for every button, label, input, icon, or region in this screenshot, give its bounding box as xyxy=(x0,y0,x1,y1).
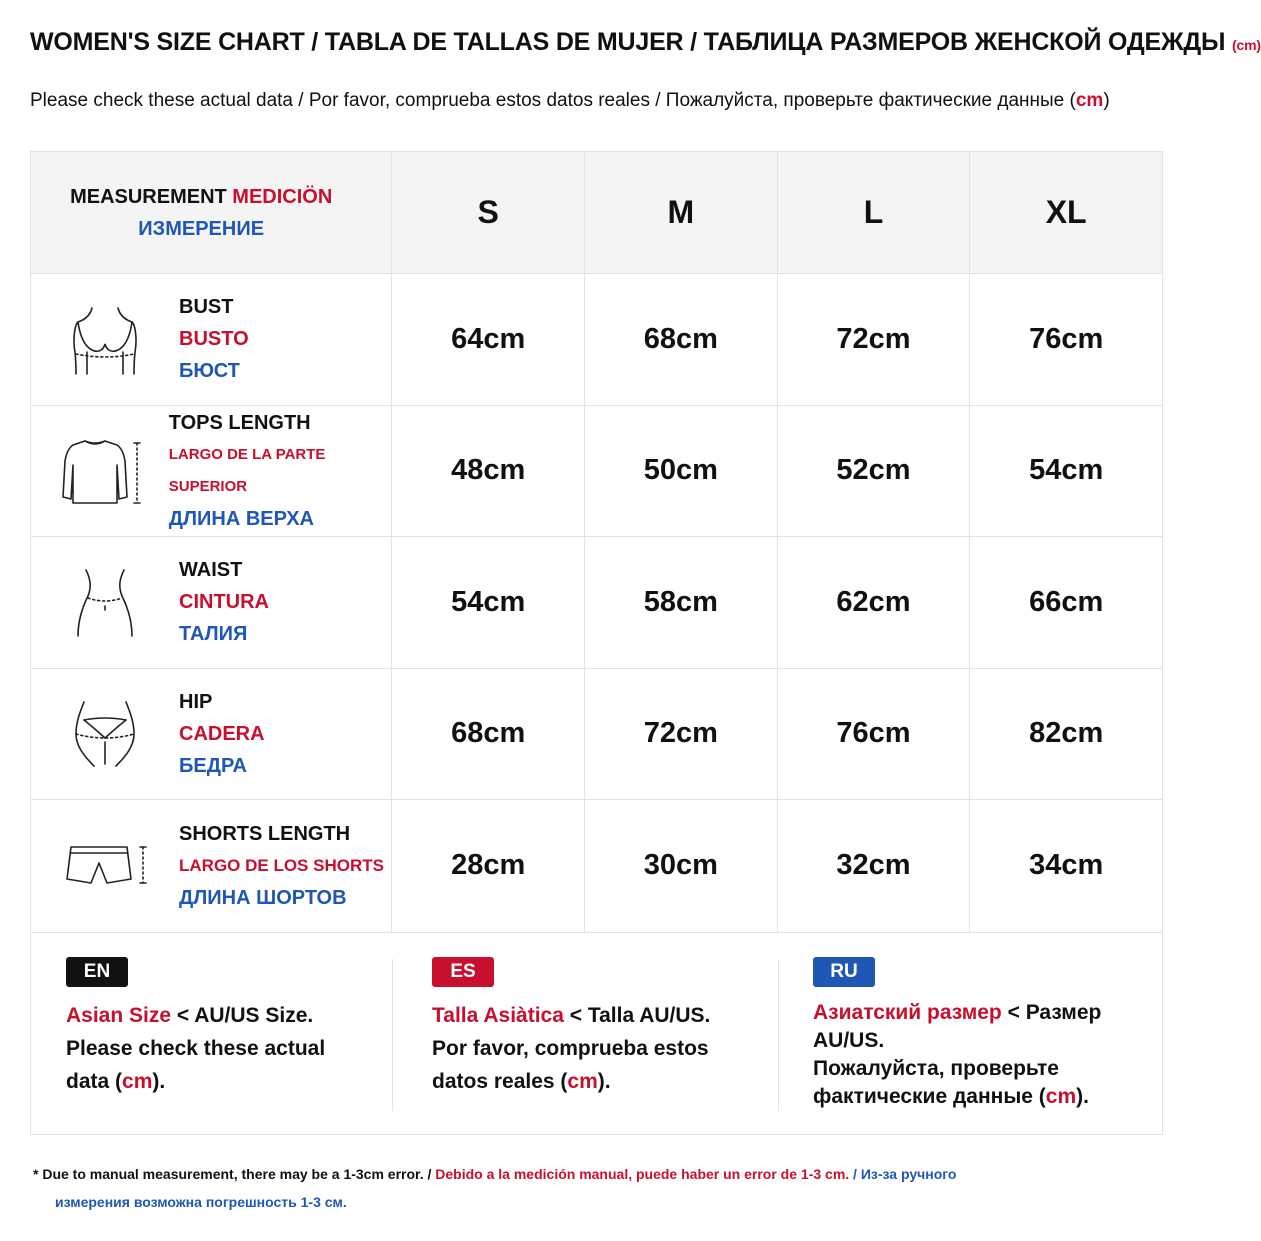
value: 82cm xyxy=(1029,717,1104,750)
value: 68cm xyxy=(451,717,526,750)
value: 64cm xyxy=(451,322,526,355)
label-es: BUSTO xyxy=(179,328,249,351)
value-cell-xl xyxy=(970,800,1162,932)
size-header-xl xyxy=(970,152,1162,273)
title-unit: (cm) xyxy=(1232,37,1261,53)
label-en: HIP xyxy=(179,690,213,713)
value: 34cm xyxy=(1029,849,1104,882)
subtitle-close: ) xyxy=(1103,90,1110,111)
label-en: BUST xyxy=(179,296,234,319)
value-cell-s xyxy=(392,669,585,800)
label-es: LARGO DE LOS SHORTS xyxy=(179,855,384,875)
value: 28cm xyxy=(451,849,526,882)
value-cell-m xyxy=(585,800,778,932)
label-es: CADERA xyxy=(179,722,265,745)
measurement-labels xyxy=(179,554,269,650)
note-text-3: ). xyxy=(152,1070,166,1093)
size-label: S xyxy=(477,194,499,230)
footnote-line-1 xyxy=(33,1160,1033,1188)
long-sleeve-top-icon xyxy=(31,435,169,507)
measurement-labels xyxy=(179,291,249,387)
note-unit: cm xyxy=(567,1070,598,1093)
badge-es: ES xyxy=(432,957,494,987)
value-cell-m xyxy=(585,537,778,668)
value: 52cm xyxy=(836,454,911,487)
note-text-2: Por favor, comprueba estos datos reales ( xyxy=(432,1037,709,1093)
measurement-cell xyxy=(31,669,392,800)
measurement-labels xyxy=(169,407,392,535)
label-ru: ДЛИНА ШОРТОВ xyxy=(179,886,347,909)
measurement-es: MEDICIÖN xyxy=(232,185,333,208)
value-cell-xl xyxy=(970,274,1162,405)
value: 30cm xyxy=(643,849,718,882)
measurement-labels xyxy=(179,686,265,782)
measurement-cell xyxy=(31,406,392,537)
measurement-cell xyxy=(31,537,392,668)
table-row-shorts-length xyxy=(31,800,1162,932)
footnote-en: * Due to manual measurement, there may be a 1-3cm error. / xyxy=(33,1166,432,1182)
measurement-cell xyxy=(31,274,392,405)
label-ru: ДЛИНА ВЕРХА xyxy=(168,507,314,530)
measurement-en: MEASUREMENT xyxy=(70,185,227,208)
value-cell-l xyxy=(778,406,971,537)
subtitle-unit: cm xyxy=(1075,90,1104,111)
size-header-s xyxy=(392,152,585,273)
value: 76cm xyxy=(1029,322,1104,355)
note-en-text xyxy=(66,999,366,1098)
value: 72cm xyxy=(836,322,911,355)
divider xyxy=(392,959,393,1111)
footnote-ru-start: / Из-за ручного xyxy=(849,1166,957,1182)
subtitle-text: Please check these actual data / Por favor, comprueba estos datos reales / Пожалуйста, проверьте фактические данные ( xyxy=(30,90,1076,111)
value: 54cm xyxy=(451,585,526,618)
table-header-row xyxy=(31,152,1162,274)
value-cell-m xyxy=(585,274,778,405)
note-es-text xyxy=(432,999,752,1098)
size-label: L xyxy=(863,194,884,230)
size-header-l xyxy=(778,152,971,273)
measurement-header xyxy=(11,181,391,245)
value: 66cm xyxy=(1029,585,1104,618)
note-text-1: < Размер AU/US. xyxy=(813,1001,1102,1052)
value-cell-l xyxy=(778,274,971,405)
note-highlight: Азиатский размер xyxy=(813,1001,1002,1024)
size-label: XL xyxy=(1045,194,1087,230)
note-highlight: Talla Asiàtica xyxy=(432,1004,564,1027)
note-highlight: Asian Size xyxy=(66,1004,172,1027)
value: 76cm xyxy=(836,717,911,750)
note-text-3: ). xyxy=(597,1070,611,1093)
note-text-2: Please check these actual data ( xyxy=(66,1037,326,1093)
page-title xyxy=(30,28,1261,57)
measurement-cell xyxy=(31,800,392,932)
note-text-1: < AU/US Size. xyxy=(171,1004,314,1027)
page-subtitle xyxy=(30,90,1110,112)
label-en: WAIST xyxy=(179,559,243,582)
value-cell-s xyxy=(392,274,585,405)
waist-icon xyxy=(31,566,179,638)
note-en xyxy=(66,957,366,1098)
value-cell-s xyxy=(392,406,585,537)
label-en: TOPS LENGTH xyxy=(168,411,311,434)
note-text-2: Пожалуйста, проверьте фактические данные ( xyxy=(813,1057,1059,1108)
value-cell-s xyxy=(392,537,585,668)
value-cell-l xyxy=(778,669,971,800)
divider xyxy=(778,959,779,1111)
value-cell-m xyxy=(585,669,778,800)
measurement-error-footnote xyxy=(33,1160,1033,1216)
value-cell-l xyxy=(778,800,971,932)
value-cell-s xyxy=(392,800,585,932)
footnote-es: Debido a la medición manual, puede haber un error de 1-3 cm. xyxy=(431,1166,850,1182)
hip-icon xyxy=(31,698,179,770)
value: 68cm xyxy=(643,322,718,355)
value: 48cm xyxy=(451,454,526,487)
label-es: CINTURA xyxy=(179,591,269,614)
value: 58cm xyxy=(643,585,718,618)
table-row-tops-length xyxy=(31,406,1162,538)
note-text-1: < Talla AU/US. xyxy=(563,1004,711,1027)
shorts-icon xyxy=(31,841,179,891)
value: 72cm xyxy=(643,717,718,750)
table-row-waist xyxy=(31,537,1162,669)
footnote-ru-end: измерения возможна погрешность 1-3 см. xyxy=(55,1194,347,1210)
note-ru-text xyxy=(813,999,1143,1111)
measurement-labels xyxy=(179,818,384,914)
note-unit: cm xyxy=(122,1070,153,1093)
value-cell-xl xyxy=(970,669,1162,800)
value: 50cm xyxy=(643,454,718,487)
label-es: LARGO DE LA PARTE SUPERIOR xyxy=(168,445,326,495)
value-cell-xl xyxy=(970,537,1162,668)
label-en: SHORTS LENGTH xyxy=(179,822,351,845)
value-cell-l xyxy=(778,537,971,668)
title-text: WOMEN'S SIZE CHART / TABLA DE TALLAS DE MUJER / ТАБЛИЦА РАЗМЕРОВ ЖЕНСКОЙ ОДЕЖДЫ xyxy=(30,28,1226,56)
measurement-header-cell xyxy=(31,152,392,273)
note-unit: cm xyxy=(1045,1085,1077,1108)
value-cell-xl xyxy=(970,406,1162,537)
size-header-m xyxy=(585,152,778,273)
value: 54cm xyxy=(1029,454,1104,487)
table-row-hip xyxy=(31,669,1162,801)
size-label: M xyxy=(667,194,695,230)
label-ru: ТАЛИЯ xyxy=(179,623,248,646)
table-row-bust xyxy=(31,274,1162,406)
value: 32cm xyxy=(836,849,911,882)
value-cell-m xyxy=(585,406,778,537)
size-chart-table xyxy=(30,151,1163,933)
value: 62cm xyxy=(836,585,911,618)
badge-ru: RU xyxy=(813,957,875,987)
measurement-ru: ИЗМЕРЕНИЕ xyxy=(138,217,265,240)
bust-icon xyxy=(31,302,179,376)
note-ru xyxy=(813,957,1143,1111)
note-text-3: ). xyxy=(1076,1085,1089,1108)
label-ru: БЮСТ xyxy=(179,360,240,383)
size-notes-panel xyxy=(30,931,1163,1135)
label-ru: БЕДРА xyxy=(179,754,247,777)
note-es xyxy=(432,957,752,1098)
badge-en: EN xyxy=(66,957,128,987)
